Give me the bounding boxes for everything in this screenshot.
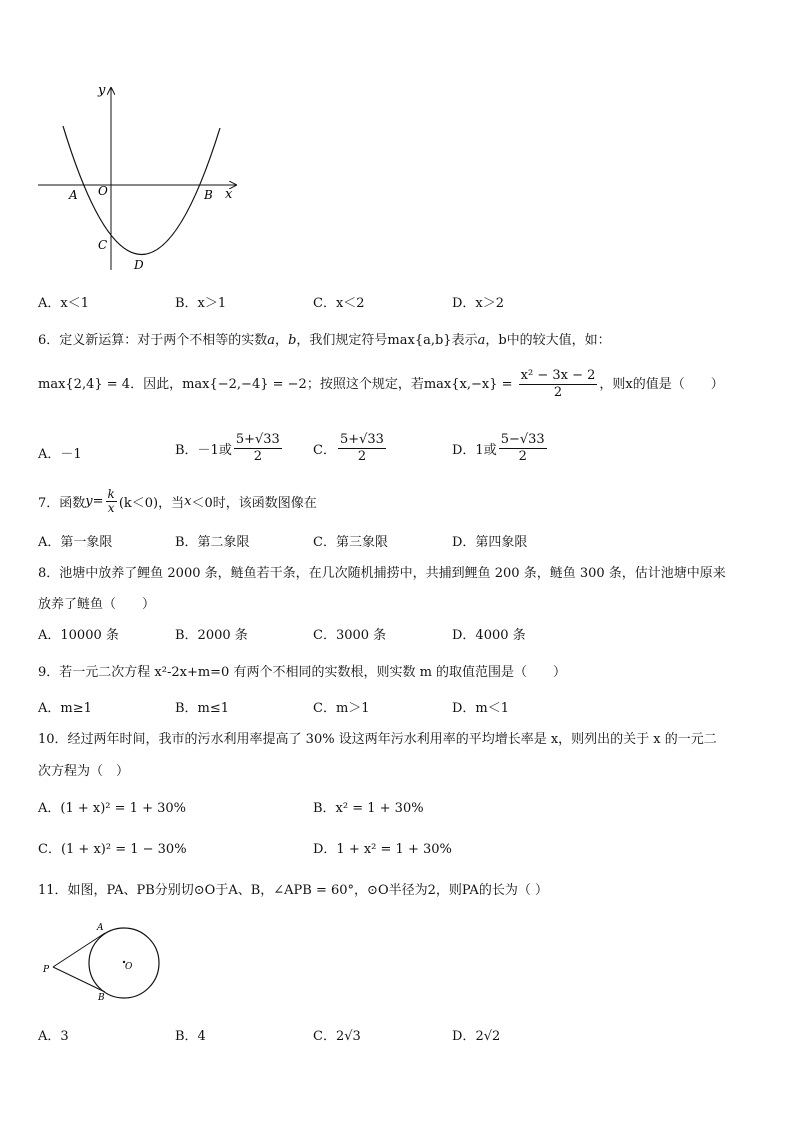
q7-var-x: x [184,494,192,509]
q6-line1 [38,329,611,348]
q9-option-a: A．m≥1 [38,701,92,716]
q6-option-c-numerator: 5+√33 [339,432,384,447]
q10-option-a: A．(1 + x)² = 1 + 30% [38,801,186,816]
q6-option-d-denominator: 2 [518,449,527,464]
q6-option-d-numerator: 5−√33 [500,432,545,447]
q11-option-d-prefix: D． [452,1029,476,1044]
q6-option-c [313,432,388,465]
q6-intro: 6．定义新运算：对于两个不相等的实数 [38,333,268,348]
q6-comma2: ，我们规定符号 [296,333,388,348]
q6-fraction-denominator: 2 [553,385,563,400]
parabola-figure [30,82,250,272]
q9-stem: 9．若一元二次方程 x²-2x+m=0 有两个不相同的实数根，则实数 m 的取值范围是（ ） [38,665,567,680]
point-a-label: A [69,188,78,202]
q5-option-a: A．x＜1 [38,296,89,311]
q11-option-d-value: 2√2 [475,1029,501,1044]
tangent-circle-figure [40,918,170,1008]
q6-option-d [452,432,549,465]
q11-option-c-value: 2√3 [335,1029,361,1044]
q6-option-b-denominator: 2 [253,449,262,464]
q11-stem: 11．如图，PA、PB分别切⊙O于A、B，∠APB = 60°，⊙O半径为2，则PA的长为（ ） [38,883,548,898]
q6-option-b-prefix: B．－1或 [175,443,232,458]
q5-option-d: D．x＞2 [452,296,505,311]
q7-fraction-denominator: x [107,501,115,515]
q9-option-d: D．m＜1 [452,701,510,716]
q7-option-a: A．第一象限 [38,535,113,550]
q10-option-b: B．x² = 1 + 30% [313,801,424,816]
q7-condition: (k＜0)，当 [118,496,185,511]
point-b-label: B [204,188,213,202]
q9-option-b: B．m≤1 [175,701,230,716]
tangent-pb [53,967,105,992]
q6-option-b-numerator: 5+√33 [235,432,280,447]
q7-y-equals: y= [85,494,104,509]
q8-option-d: D．4000 条 [452,628,526,643]
q8-option-c: C．3000 条 [313,628,387,643]
point-o-label: O [98,184,108,198]
q6-option-d-fraction [499,432,547,465]
q11-option-a: A．3 [38,1029,69,1044]
q6-line2 [38,368,724,401]
x-axis-label: x [225,187,233,202]
label-a: A [97,923,104,933]
label-b: B [98,993,105,1003]
q6-comma1: ， [275,333,289,348]
q10-line1: 10．经过两年时间，我市的污水利用率提高了 30% 设这两年污水利用率的平均增长率是 x，则列出的关于 x 的一元二 [38,732,717,747]
q6-b-mid: b中的较大值，如： [498,333,611,348]
q8-line2: 放养了鲢鱼（ ） [38,597,156,612]
q6-var-b: b [288,333,297,348]
q6-example1: max{2,4} = 4 [38,377,131,392]
q6-example2-rest: ；按照这个规定，若 [306,377,424,392]
q6-fraction [519,368,598,401]
q6-option-c-denominator: 2 [357,449,367,464]
y-axis-label: y [98,83,106,98]
q7-option-d: D．第四象限 [452,535,528,550]
q8-line1: 8．池塘中放养了鲤鱼 2000 条，鲢鱼若干条，在几次随机捕捞中，共捕到鲤鱼 200 条，鲢鱼 300 条，估计池塘中原来 [38,566,726,581]
q6-option-b [175,432,284,465]
q6-desc: 表示 [451,333,478,348]
q7-option-c: C．第三象限 [313,535,388,550]
q6-max-ab: max{a,b} [387,333,452,348]
q5-option-b: B．x＞1 [175,296,227,311]
q6-tail: ，则x的值是（ ） [599,377,724,392]
parabola-curve [63,126,220,255]
q6-var-a: a [267,333,276,348]
q8-option-a: A．10000 条 [38,628,119,643]
q7-fraction-numerator: k [107,487,115,501]
q10-option-c: C．(1 + x)² = 1 − 30% [38,842,187,857]
q6-comma3: ， [485,333,499,348]
q9-option-c: C．m＞1 [313,701,370,716]
q10-line2: 次方程为（ ） [38,764,130,779]
q5-option-c: C．x＜2 [313,296,365,311]
point-c-label: C [98,238,108,252]
q11-option-b: B．4 [175,1029,206,1044]
q7-option-b: B．第二象限 [175,535,250,550]
q6-option-c-fraction [338,432,386,465]
label-p: P [43,965,50,975]
q6-example1-rest: ．因此， [130,377,183,392]
q7-suffix: ＜0时，该函数图像在 [191,496,317,511]
q6-example2: max{−2,−4} = −2 [182,377,307,392]
q11-option-d [452,1025,500,1044]
q6-condition: max{x,−x} = [423,377,513,392]
q6-fraction-numerator: x² − 3x − 2 [520,368,596,383]
q7-prefix: 7．函数 [38,496,86,511]
q6-option-b-fraction [234,432,282,465]
q6-var-a2: a [477,333,486,348]
q10-option-d: D．1 + x² = 1 + 30% [313,842,452,857]
q7-stem [38,488,317,515]
q6-option-d-prefix: D．1或 [452,443,497,458]
q11-option-c-prefix: C． [313,1029,336,1044]
q7-fraction [106,488,117,515]
q6-option-c-prefix: C． [313,443,336,458]
tangent-pa [53,933,105,967]
label-o: O [125,962,133,972]
q8-option-b: B．2000 条 [175,628,248,643]
q11-option-c [313,1025,361,1044]
q6-option-a: A．－1 [38,447,82,462]
point-d-label: D [134,258,144,272]
